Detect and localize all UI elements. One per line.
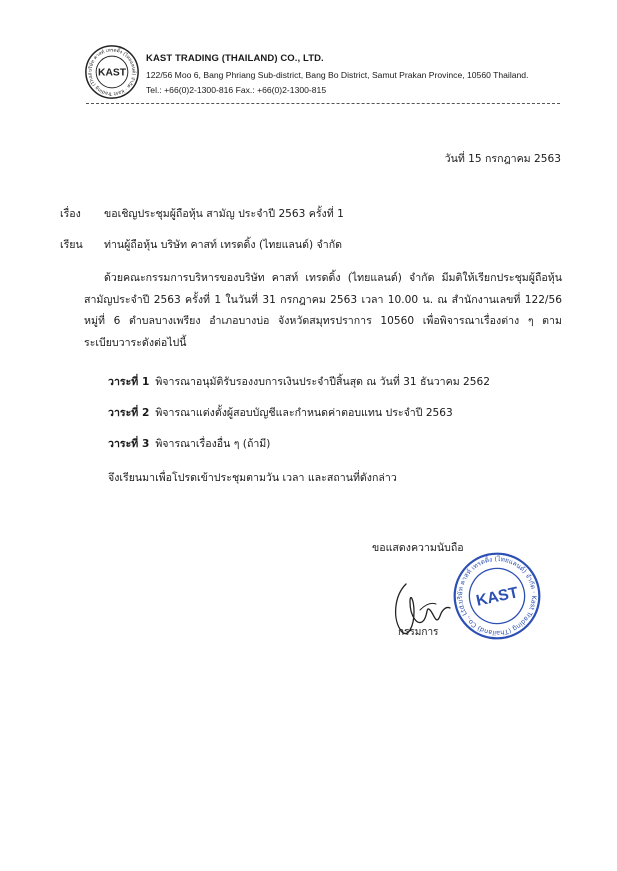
agenda-item-label: วาระที่ 3 [108, 438, 150, 450]
agenda-item-label: วาระที่ 2 [108, 407, 150, 419]
agenda-item-label: วาระที่ 1 [108, 376, 150, 388]
recipient-label: เรียน [60, 239, 83, 251]
company-logo [84, 44, 140, 100]
stamp-ring-text: บริษัท คาสท์ เทรดดิ้ง (ไทยแลนด์) จำกัด · Kast Trading (Thailand) Co., Ltd. [455, 555, 539, 638]
recipient-text: ท่านผู้ถือหุ้น บริษัท คาสท์ เทรดดิ้ง (ไทยแลนด์) จำกัด [104, 239, 342, 251]
logo-text: KAST [98, 67, 126, 79]
agenda-item-text: พิจารณาเรื่องอื่น ๆ (ถ้ามี) [155, 438, 271, 450]
company-stamp [451, 550, 543, 642]
company-contact: Tel.: +66(0)2-1300-816 Fax.: +66(0)2-1300-815 [146, 85, 327, 95]
subject-text: ขอเชิญประชุมผู้ถือหุ้น สามัญ ประจำปี 2563 ครั้งที่ 1 [104, 208, 344, 220]
agenda-item-text: พิจารณาแต่งตั้งผู้สอบบัญชีและกำหนดค่าตอบแทน ประจำปี 2563 [155, 407, 453, 419]
agenda-item-text: พิจารณาอนุมัติรับรองงบการเงินประจำปีสิ้นสุด ณ วันที่ 31 ธันวาคม 2562 [155, 376, 491, 388]
agenda-item-1 [108, 375, 490, 389]
body-text: ด้วยคณะกรรมการบริหารของบริษัท คาสท์ เทรดดิ้ง (ไทยแลนด์) จำกัด มีมติให้เรียกประชุมผู้ถือหุ้นสามัญประจำปี 2563 ครั้งที่ 1 ในวันที่ 31 กรกฎาคม 2563 เวลา 10.00 น. ณ สำนักงานเลขที่ 122/56 หมู่ที่ 6 ตำบลบางเพรียง อำเภอบางบ่อ จังหวัดสมุทรปราการ 10560 เพื่อพิจารณาเรื่องต่าง ๆ ตามระเบียบวาระดังต่อไปนี้ [84, 272, 562, 349]
agenda-item-2 [108, 406, 453, 420]
signatory-title: กรรมการ [398, 627, 439, 638]
letter-date: วันที่ 15 กรกฎาคม 2563 [444, 153, 561, 165]
header-divider [86, 103, 560, 104]
company-name: KAST TRADING (THAILAND) CO., LTD. [146, 53, 324, 64]
body-paragraph [84, 268, 562, 354]
subject-label: เรื่อง [60, 208, 81, 220]
closing-text: ขอแสดงความนับถือ [372, 542, 464, 554]
agenda-item-3 [108, 437, 270, 451]
invitation-text: จึงเรียนมาเพื่อโปรดเข้าประชุมตามวัน เวลา และสถานที่ดังกล่าว [108, 472, 397, 484]
logo-ring-text: บริษัท คาสท์ เทรดดิ้ง (ไทยแลนด์) จำกัด · Kast Trading (Thail [88, 48, 136, 96]
stamp-center-text: KAST [474, 584, 520, 610]
company-address: 122/56 Moo 6, Bang Phriang Sub-district, Bang Bo District, Samut Prakan Province, 10560 Thailand. [146, 70, 529, 80]
